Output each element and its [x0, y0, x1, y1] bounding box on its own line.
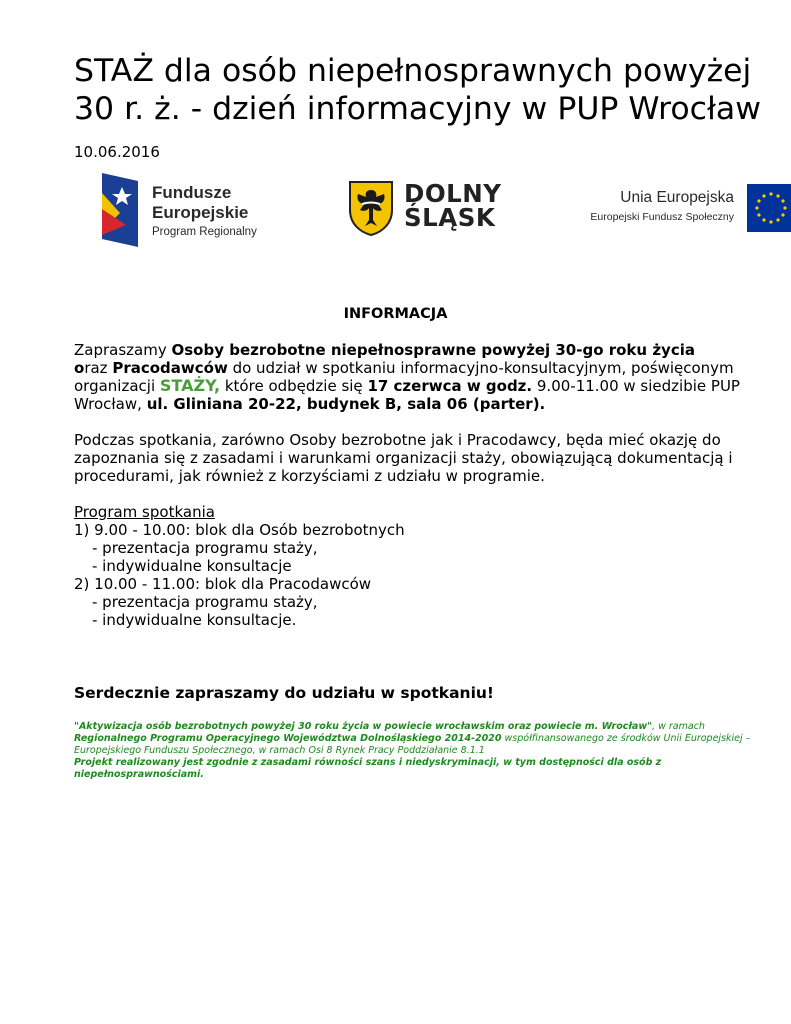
p1-j: 9.00-11.00 w siedzibie PUP Wrocław, — [74, 377, 740, 413]
details-paragraph: Podczas spotkania, zarówno Osoby bezrobotne jak i Pracodawcy, będa mieć okazję do zapoznania się z zasadami i warunkami organizacji staży, obowiązującą dokumentacją i procedurami, jak również z korzyściami z udziału w programie. — [74, 431, 733, 485]
fe-line2: Europejskie — [152, 203, 249, 222]
footer-b: , w ramach — [652, 721, 705, 732]
p1-k: ul. Gliniana 20-22, budynek B, sala 06 (parter). — [146, 395, 546, 413]
publish-date: 10.06.2016 — [74, 143, 160, 161]
program-item: - indywidualne konsultacje — [92, 557, 292, 575]
ds-line1: DOLNY — [404, 179, 502, 208]
ue-line2: Europejski Fundusz Społeczny — [590, 211, 734, 223]
fe-line3: Program Regionalny — [152, 226, 257, 238]
program-item: - prezentacja programu staży, — [92, 539, 318, 557]
footer-c: Regionalnego Programu Operacyjnego Województwa Dolnośląskiego 2014-2020 — [74, 733, 502, 744]
fe-line1: Fundusze — [152, 183, 232, 202]
invitation-paragraph — [74, 341, 774, 413]
section-heading: INFORMACJA — [343, 306, 448, 322]
dolny-slask-logo — [348, 180, 518, 240]
p1-f: do udział w spotkaniu informacyjno-konsultacyjnym, poświęconym organizacji — [74, 359, 734, 395]
program-item: - prezentacja programu staży, — [92, 593, 318, 611]
p1-b: Osoby bezrobotne niepełnosprawne powyżej 30-go roku życia — [171, 341, 695, 359]
p1-e: Pracodawców — [112, 359, 228, 377]
footer-e: Projekt realizowany jest zgodnie z zasadami równości szans i niedyskryminacji, w tym dostępności dla osób z niepełnosprawnościami. — [74, 757, 662, 780]
unia-europejska-logo — [585, 184, 791, 232]
ds-line2: ŚLĄSK — [404, 203, 496, 232]
program-title: Program spotkania — [74, 503, 215, 521]
p1-h: które odbędzie się — [220, 377, 368, 395]
eagle-shield-icon — [348, 180, 394, 236]
footer-a: "Aktywizacja osób bezrobotnych powyżej 30 roku życia w powiecie wrocławskim oraz powiecie m. Wrocław" — [74, 721, 653, 732]
eu-flag-icon — [747, 184, 791, 232]
fundusze-europejskie-logo — [100, 173, 300, 247]
project-footer — [74, 721, 754, 781]
program-item: 1) 9.00 - 10.00: blok dla Osób bezrobotnych — [74, 521, 405, 539]
p1-a: Zapraszamy — [74, 341, 172, 359]
p1-g: STAŻY, — [159, 376, 221, 395]
program-item: 2) 10.00 - 11.00: blok dla Pracodawców — [74, 575, 372, 593]
p1-i: 17 czerwca w godz. — [367, 377, 533, 395]
program-item: - indywidualne konsultacje. — [92, 611, 297, 629]
p1-d: raz — [84, 359, 113, 377]
closing-invitation: Serdecznie zapraszamy do udziału w spotkaniu! — [74, 684, 494, 702]
main-content — [74, 341, 774, 629]
fe-flag-icon — [100, 173, 140, 247]
page-title: STAŻ dla osób niepełnosprawnych powyżej 30 r. ż. - dzień informacyjny w PUP Wrocław — [74, 53, 761, 127]
footer-d: współfinansowanego ze środków Unii Europejskiej – Europejskiego Funduszu Społecznego, w ramach Osi 8 Rynek Pracy Poddziałanie 8.1.1 — [74, 733, 751, 756]
p1-c: o — [74, 359, 85, 377]
ue-line1: Unia Europejska — [620, 189, 734, 206]
